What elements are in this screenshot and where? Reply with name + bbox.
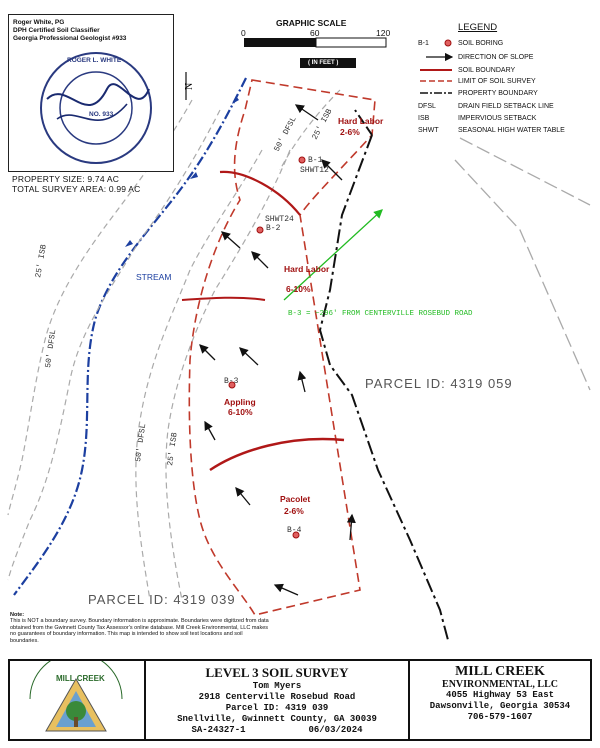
property-size: PROPERTY SIZE: 9.74 AC <box>12 174 120 184</box>
slope-arrow <box>240 348 258 365</box>
legend-desc: IMPERVIOUS SETBACK <box>458 115 537 122</box>
engineer-stamp <box>8 14 174 172</box>
slope-arrow <box>296 105 318 120</box>
slope-arrow <box>200 345 215 360</box>
slope-arrow <box>205 422 215 440</box>
legend-desc: SOIL BOUNDARY <box>458 67 516 74</box>
soil-slope: 6-10% <box>286 284 311 294</box>
scale-tick: 0 <box>241 28 246 38</box>
slope-arrow <box>275 585 298 595</box>
legend-desc: LIMIT OF SOIL SURVEY <box>458 78 536 85</box>
title-block <box>8 659 592 741</box>
project-cell <box>146 661 410 739</box>
project-city: Snellville, Gwinnett County, GA 30039 <box>177 714 377 724</box>
stream-label: STREAM <box>136 272 172 282</box>
legend-desc: DRAIN FIELD SETBACK LINE <box>458 103 554 110</box>
soil-boundary <box>220 172 300 215</box>
soil-boundary <box>182 298 265 300</box>
boring-label: B-2 <box>266 224 281 233</box>
legend-abbr: B-1 <box>418 40 429 47</box>
stamp-line: Georgia Professional Geologist #933 <box>13 35 127 42</box>
job-number: SA-24327-1 <box>191 725 246 735</box>
company-city: Dawsonville, Georgia 30534 <box>429 701 571 711</box>
company-street: 4055 Highway 53 East <box>445 690 555 700</box>
boring-icon <box>257 227 263 233</box>
slope-arrow <box>236 488 250 505</box>
slope-arrow <box>252 252 268 268</box>
seal-icon <box>37 49 155 167</box>
slope-arrow <box>222 232 240 248</box>
slope-arrow <box>300 372 305 392</box>
soil-slope: 6-10% <box>228 407 253 417</box>
soil-name: Hard Labor <box>284 264 330 274</box>
project-parcel: Parcel ID: 4319 039 <box>225 703 329 713</box>
setback-label: 50' DFSL <box>44 329 59 369</box>
boring-icon <box>299 157 305 163</box>
soil-name: Pacolet <box>280 494 311 504</box>
setback-label: 25' ISB <box>310 107 335 142</box>
seal-number: NO. 933 <box>89 111 114 118</box>
seal-name: ROGER L. WHITE <box>67 57 122 64</box>
legend-desc: SOIL BORING <box>458 40 504 47</box>
note-text: This is NOT a boundary survey. Boundary information is approximate. Boundaries were digitized from data obtained from the Gwinnett County Tax Assessor's online database. Mill Creek Environmental, LLC makes no guarantees of boundary information. This map is intended to show soil test locations and soil boundaries. <box>10 618 269 644</box>
legend-desc: DIRECTION OF SLOPE <box>458 54 534 61</box>
boring-label: SHWT12 <box>300 166 329 175</box>
scale-title: GRAPHIC SCALE <box>276 18 347 28</box>
client-name: Tom Myers <box>252 681 302 691</box>
scale-tick: 60 <box>310 28 320 38</box>
mill-creek-logo-icon <box>10 661 142 739</box>
boring-label: B-1 <box>308 156 323 165</box>
stamp-line: DPH Certified Soil Classifier <box>13 27 100 34</box>
distance-note: B-3 = ~296' FROM CENTERVILLE ROSEBUD ROAD <box>288 310 473 318</box>
company-phone: 706-579-1607 <box>467 712 533 722</box>
survey-area: TOTAL SURVEY AREA: 0.99 AC <box>12 184 141 194</box>
legend-abbr: DFSL <box>418 103 436 110</box>
svg-text:N: N <box>184 82 195 90</box>
north-arrow-icon <box>184 72 195 100</box>
setback-label: 25' ISB <box>166 431 180 467</box>
soil-slope: 2-6% <box>284 506 304 516</box>
disclaimer-note <box>10 612 272 644</box>
scale-unit: ( IN FEET ) <box>308 60 339 66</box>
survey-date: 06/03/2024 <box>308 725 363 735</box>
setback-label: 50' DFSL <box>134 423 149 463</box>
soil-slope: 2-6% <box>340 127 360 137</box>
company-name-2: ENVIRONMENTAL, LLC <box>442 679 558 690</box>
boring-label: SHWT24 <box>265 215 294 224</box>
svg-text:MILL CREEK: MILL CREEK <box>56 674 105 683</box>
setback-label: 50' DFSL <box>272 115 299 154</box>
project-title: LEVEL 3 SOIL SURVEY <box>205 665 349 680</box>
parcel-id-bottom: PARCEL ID: 4319 039 <box>88 592 236 607</box>
logo-cell <box>10 661 146 739</box>
parcel-id-right: PARCEL ID: 4319 059 <box>365 376 513 391</box>
stamp-line: Roger White, PG <box>13 19 65 26</box>
soil-name: Hard Labor <box>338 116 384 126</box>
legend-desc: PROPERTY BOUNDARY <box>458 90 538 97</box>
project-address: 2918 Centerville Rosebud Road <box>198 692 356 702</box>
legend-abbr: SHWT <box>418 127 439 134</box>
company-name: MILL CREEK <box>455 664 545 679</box>
setback-label: 25' ISB <box>34 243 49 279</box>
legend-abbr: ISB <box>418 115 430 122</box>
legend-desc: SEASONAL HIGH WATER TABLE <box>458 127 565 134</box>
boring-label: B-4 <box>287 526 302 535</box>
legend-title: LEGEND <box>458 22 498 33</box>
limit-of-soil-survey <box>189 80 375 615</box>
soil-boundary <box>210 439 344 470</box>
boring-label: B-3 <box>224 377 239 386</box>
soil-name: Appling <box>224 397 256 407</box>
note-label: Note: <box>10 612 25 618</box>
scale-tick: 120 <box>376 28 391 38</box>
company-cell <box>410 661 590 739</box>
